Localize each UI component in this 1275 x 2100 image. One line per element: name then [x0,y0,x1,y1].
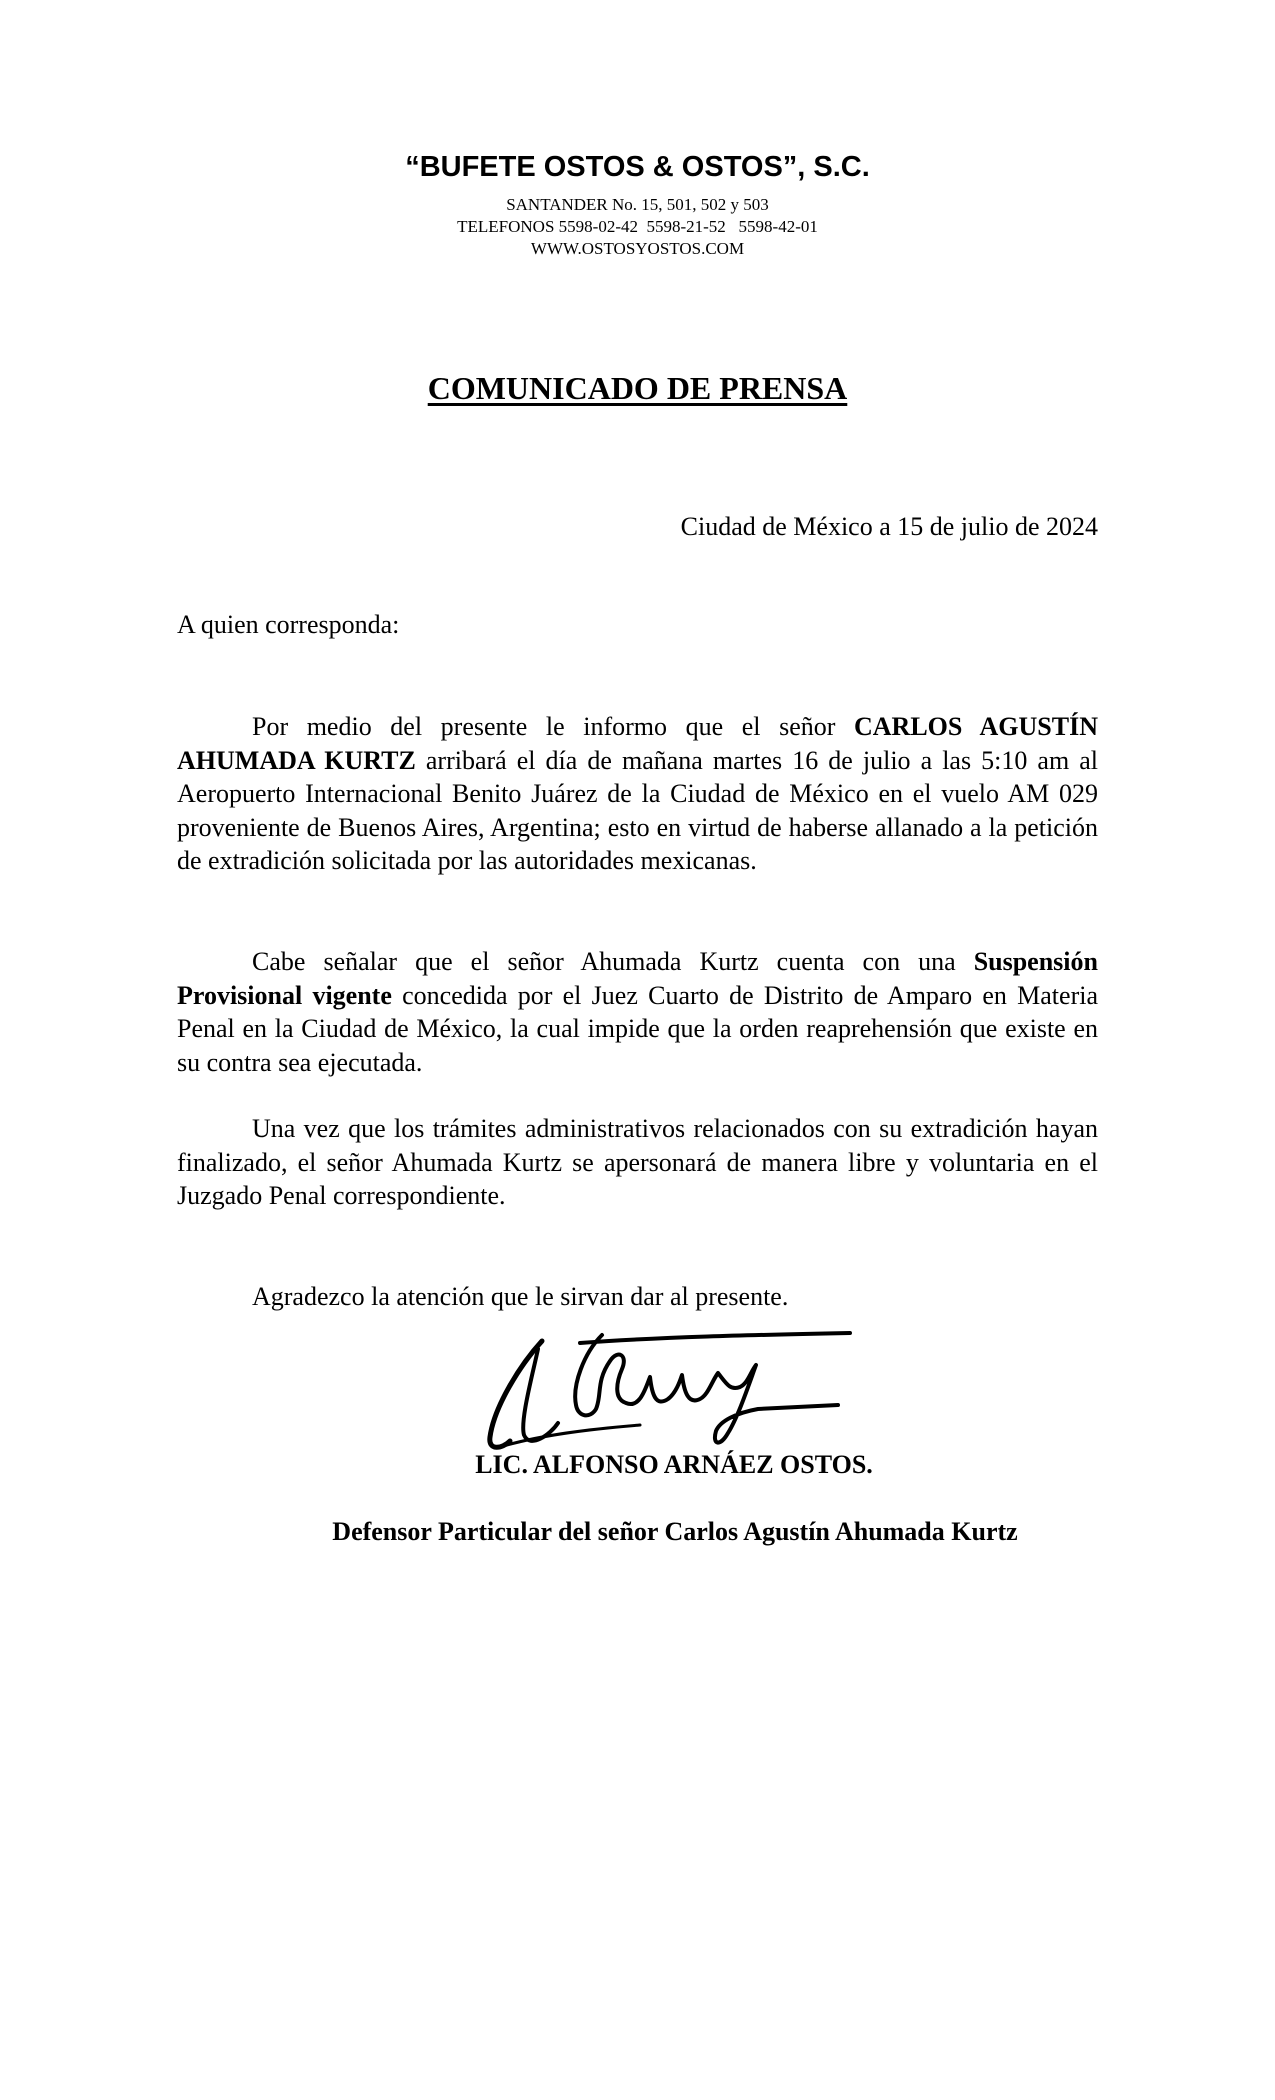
closing-paragraph [177,1280,1098,1314]
paragraph-3 [177,1112,1098,1213]
paragraph-1 [177,710,1098,878]
signer-role: Defensor Particular del señor Carlos Agustín Ahumada Kurtz [332,1517,1018,1546]
closing-text: Agradezco la atención que le sirvan dar al presente. [252,1282,789,1311]
salutation: A quien corresponda: [177,610,400,639]
person-name-bold: CARLOS AGUSTÍN AHUMADA KURTZ [177,712,1098,775]
firm-name: “BUFETE OSTOS & OSTOS”, S.C. [405,151,870,183]
paragraph-2-text-start: Cabe señalar que el señor Ahumada Kurtz cuenta con una [252,947,974,976]
date-line: Ciudad de México a 15 de julio de 2024 [680,512,1098,541]
paragraph-3-text: Una vez que los trámites administrativos relacionados con su extradición hayan finalizado, el señor Ahumada Kurtz se apersonará de manera libre y voluntaria en el Juzgado Penal correspondiente. [177,1114,1098,1210]
firm-address: SANTANDER No. 15, 501, 502 y 503 [506,195,769,214]
firm-phones: TELEFONOS 5598-02-42 5598-21-52 5598-42-01 [457,217,818,236]
paragraph-2 [177,945,1098,1079]
signer-name: LIC. ALFONSO ARNÁEZ OSTOS. [475,1450,873,1479]
handwritten-signature [480,1325,860,1455]
paragraph-1-text-end: arribará el día de mañana martes 16 de julio a las 5:10 am al Aeropuerto Internacional Benito Juárez de la Ciudad de México en el vuelo AM 029 proveniente de Buenos Aires, Argentina; esto en virtud de haberse allanado a la petición de extradición solicitada por las autoridades mexicanas. [177,745,1098,875]
document-title: COMUNICADO DE PRENSA [427,370,848,406]
suspension-bold: Suspensión Provisional vigente [177,947,1098,1010]
paragraph-1-text-start: Por medio del presente le informo que el señor [252,712,854,741]
letterhead [0,150,1275,260]
paragraph-2-text-end: concedida por el Juez Cuarto de Distrito de Amparo en Materia Penal en la Ciudad de México, la cual impide que la orden reaprehensión que existe en su contra sea ejecutada. [177,980,1098,1077]
firm-website: WWW.OSTOSYOSTOS.COM [530,239,745,258]
